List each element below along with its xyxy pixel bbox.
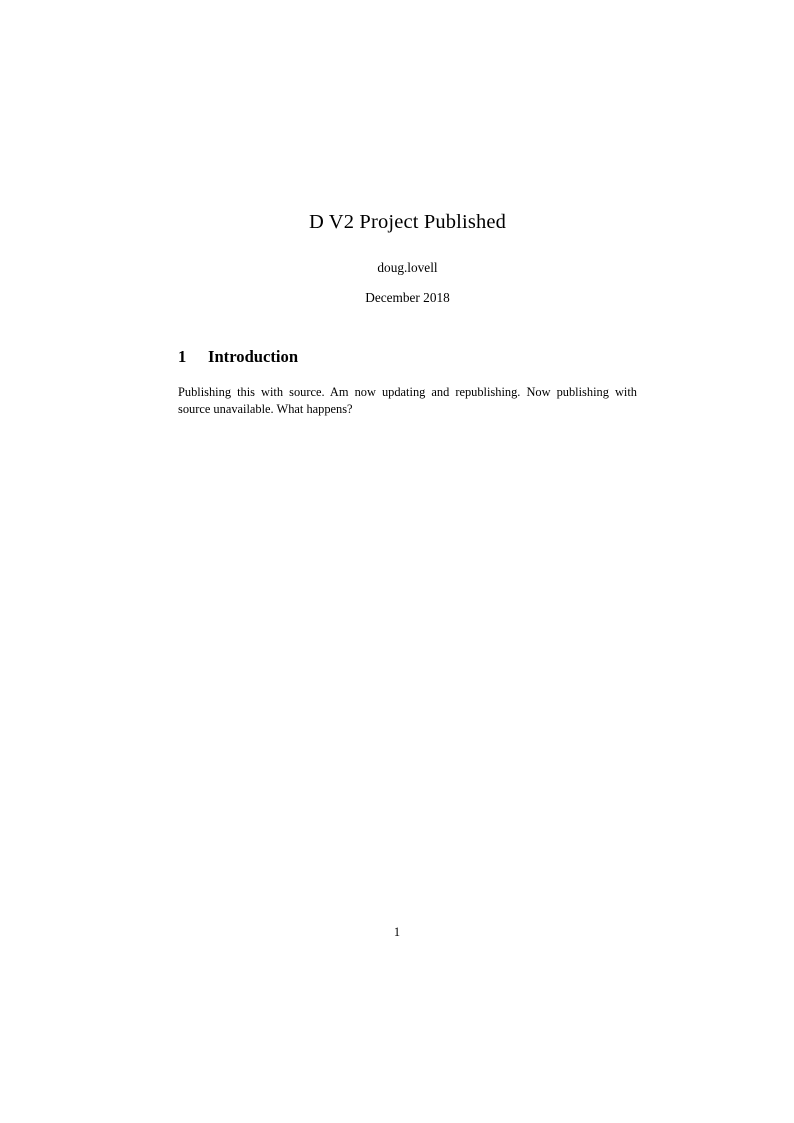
section-paragraph: Publishing this with source. Am now updating and republishing. Now publishing with source unavailable. What happens? [178,385,637,416]
section-number: 1 [178,346,187,366]
document-text-column [178,0,637,417]
document-date: December 2018 [365,289,450,305]
section-title: Introduction [208,346,299,366]
page-title: D V2 Project Published [308,211,507,233]
page-number: 1 [393,925,401,939]
document-author: doug.lovell [377,259,438,275]
section-heading-introduction [178,306,637,367]
